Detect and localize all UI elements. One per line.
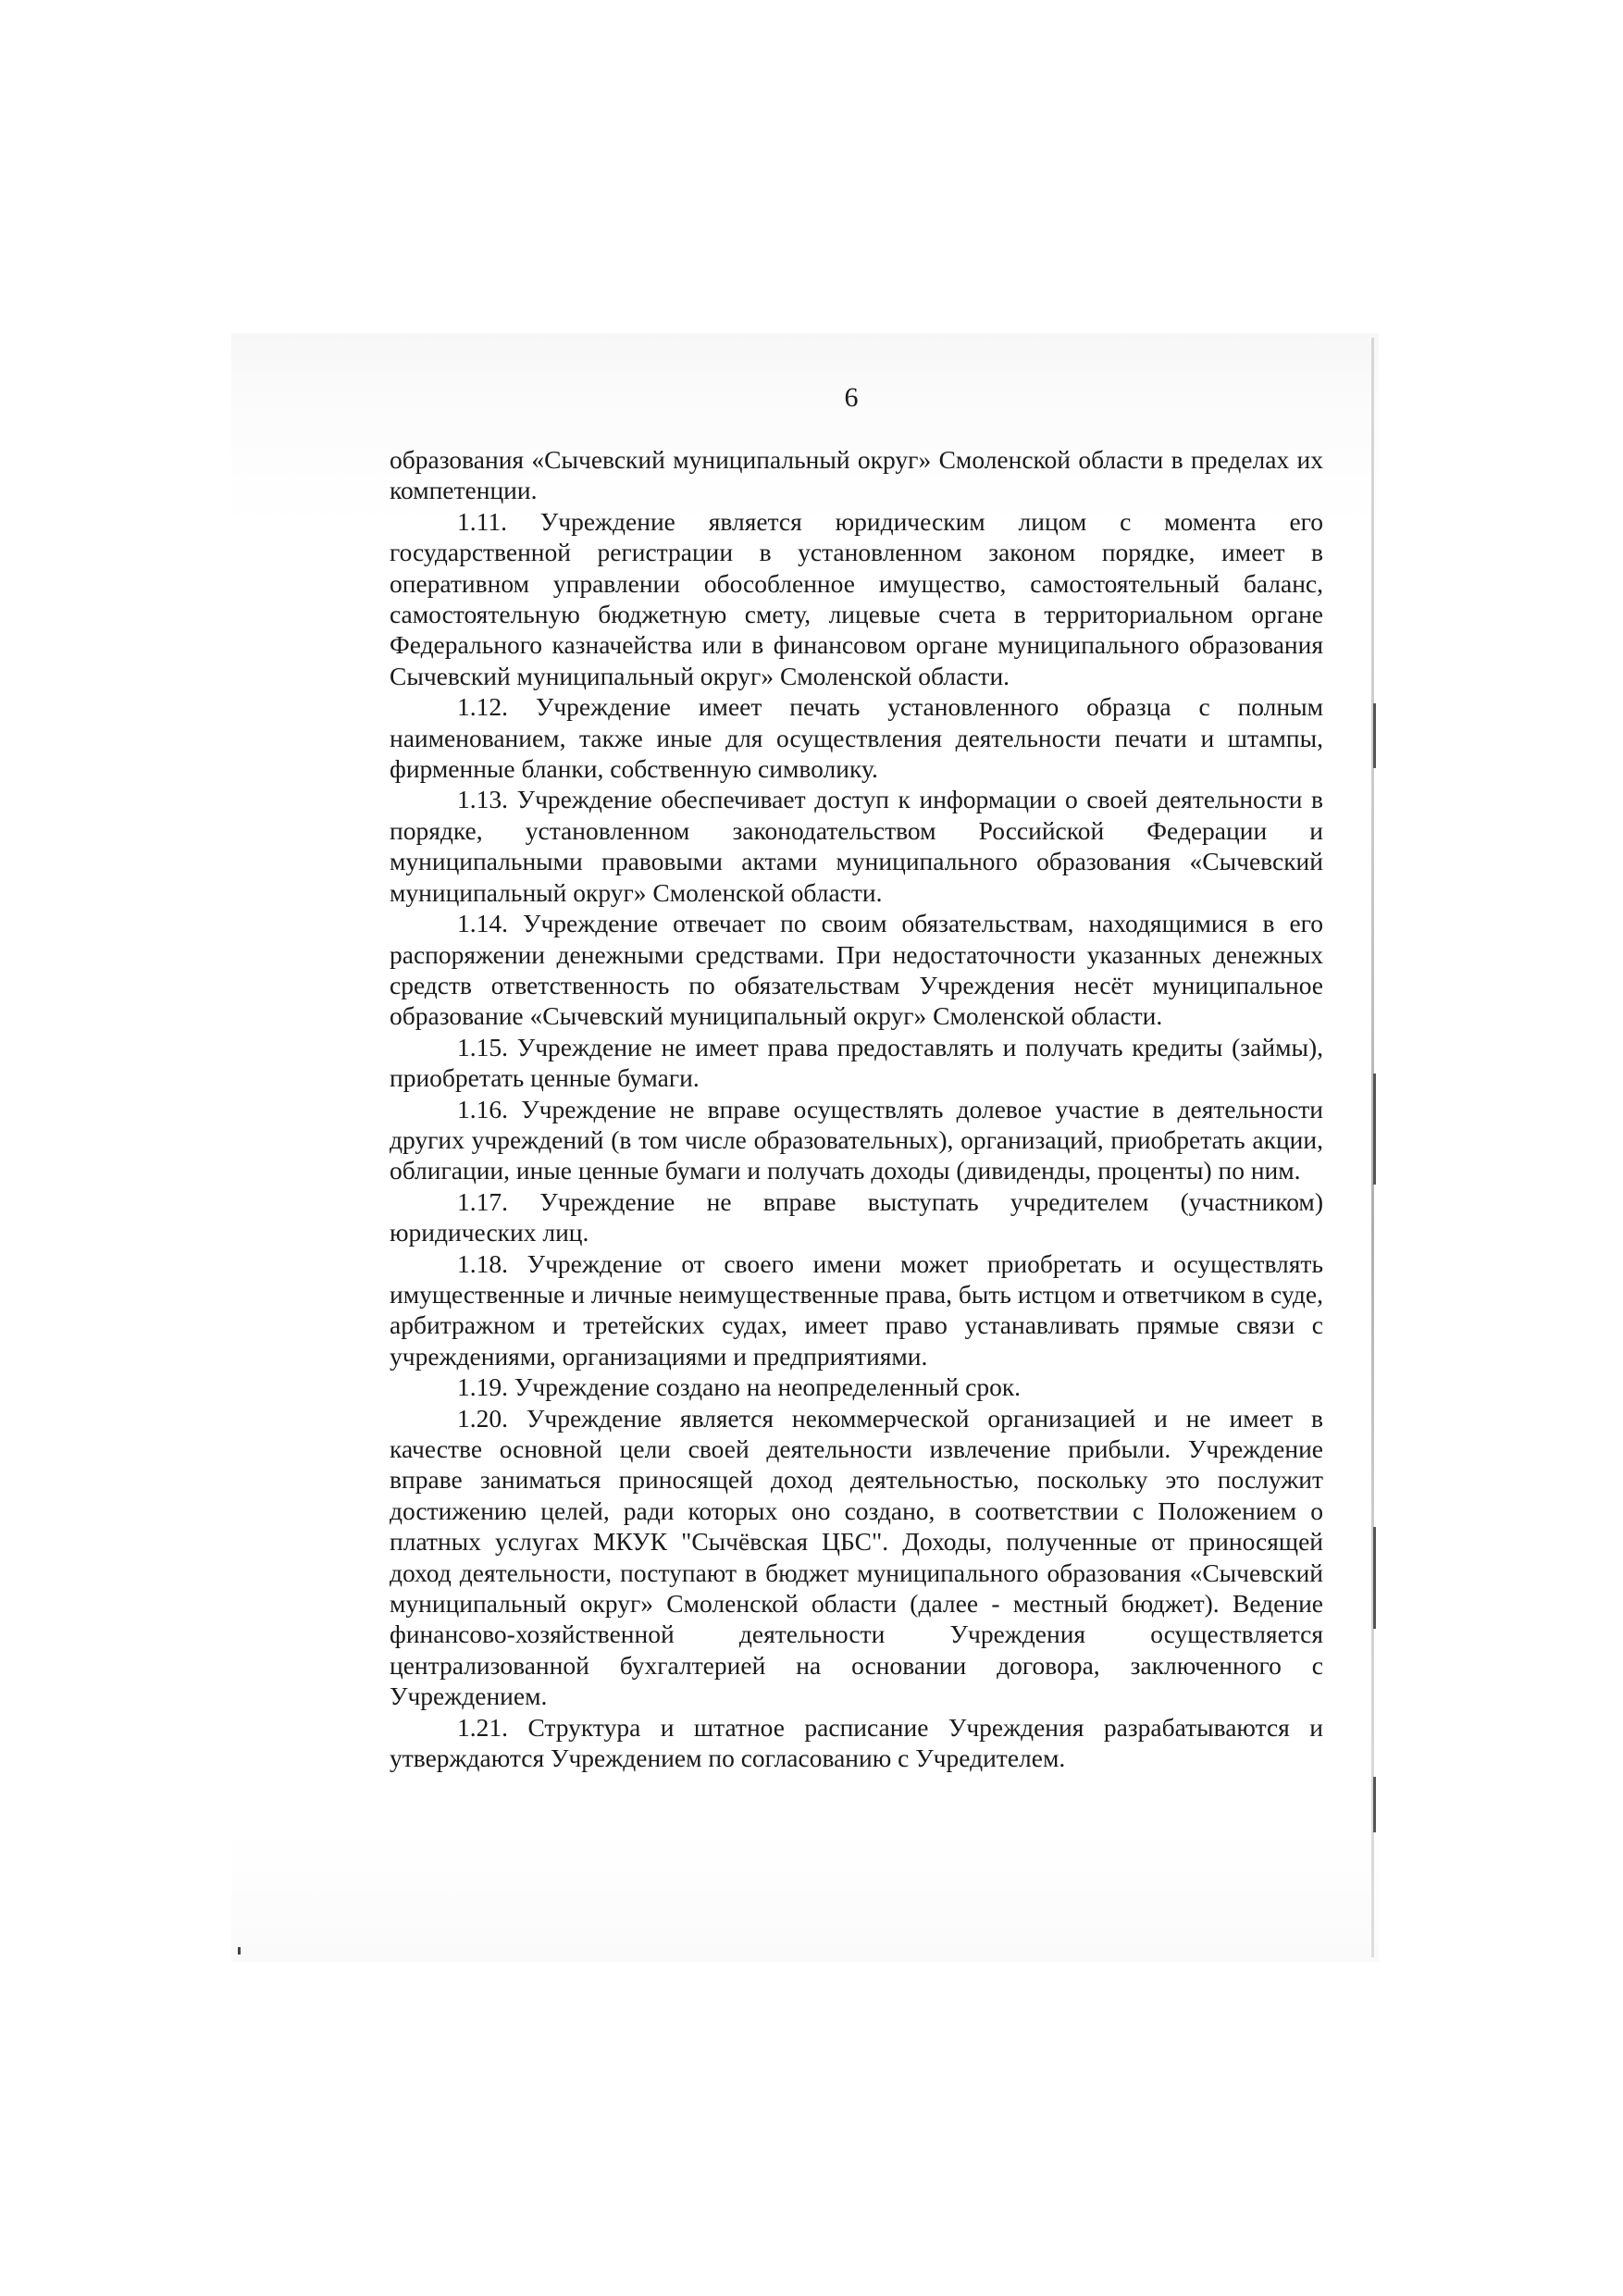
scan-edge-mark (1373, 1777, 1376, 1832)
clause-1-14: 1.14. Учреждение отвечает по своим обязательствам, находящимися в его распоряжении денежными средствами. При недостаточности указанных денежных средств ответственность по обязательствам Учреждения несёт муниципальное образование «Сычевский муниципальный округ» Смоленской области. (390, 909, 1323, 1031)
clause-1-15: 1.15. Учреждение не имеет права предоставлять и получать кредиты (займы), приобретать ценные бумаги. (390, 1032, 1323, 1093)
document-body (390, 444, 1323, 1773)
clause-1-16: 1.16. Учреждение не вправе осуществлять долевое участие в деятельности других учреждений (в том числе образовательных), организаций, приобретать акции, облигации, иные ценные бумаги и получать доходы (дивиденды, проценты) по ним. (390, 1094, 1323, 1185)
clause-1-21: 1.21. Структура и штатное расписание Учреждения разрабатываются и утверждаются Учреждением по согласованию с Учредителем. (390, 1712, 1323, 1773)
paragraph-continuation: образования «Сычевский муниципальный округ» Смоленской области в пределах их компетенции. (390, 445, 1323, 505)
scan-edge-mark (1373, 1527, 1376, 1629)
clause-1-13: 1.13. Учреждение обеспечивает доступ к информации о своей деятельности в порядке, установленном законодательством Российской Федерации и муниципальными правовыми актами муниципального образования «Сычевский муниципальный округ» Смоленской области. (390, 785, 1323, 907)
scan-speck (238, 1947, 241, 1955)
clause-1-19: 1.19. Учреждение создано на неопределенный срок. (457, 1372, 1022, 1402)
clause-1-17: 1.17. Учреждение не вправе выступать учредителем (участником) юридических лиц. (390, 1186, 1323, 1247)
clause-1-20: 1.20. Учреждение является некоммерческой организацией и не имеет в качестве основной цели своей деятельности извлечение прибыли. Учреждение вправе заниматься приносящей доход деятельностью, поскольку это послужит достижению целей, ради которых оно создано, в соответствии с Положением о платных услугах МКУК "Сычёвская ЦБС". Доходы, полученные от приносящей доход деятельности, поступают в бюджет муниципального образования «Сычевский муниципальный округ» Смоленской области (далее - местный бюджет). Ведение финансово-хозяйственной деятельности Учреждения осуществляется централизованной бухгалтерией на основании договора, заключенного с Учреждением. (390, 1403, 1323, 1711)
clause-1-12: 1.12. Учреждение имеет печать установленного образца с полным наименованием, также иные для осуществления деятельности печати и штампы, фирменные бланки, собственную символику. (390, 692, 1323, 784)
page-number: 6 (844, 382, 859, 413)
scan-edge-mark (1373, 703, 1376, 768)
clause-1-11: 1.11. Учреждение является юридическим лицом с момента его государственной регистрации в установленном законом порядке, имеет в оперативном управлении обособленное имущество, самостоятельный баланс, самостоятельную бюджетную смету, лицевые счета в территориальном органе Федерального казначейства или в финансовом органе муниципального образования Сычевский муниципальный округ» Смоленской области. (390, 506, 1323, 690)
scan-edge-mark (1373, 1074, 1376, 1185)
clause-1-18: 1.18. Учреждение от своего имени может приобретать и осуществлять имущественные и личные неимущественные права, быть истцом и ответчиком в суде, арбитражном и третейских судах, имеет право устанавливать прямые связи с учреждениями, организациями и предприятиями. (390, 1248, 1323, 1371)
